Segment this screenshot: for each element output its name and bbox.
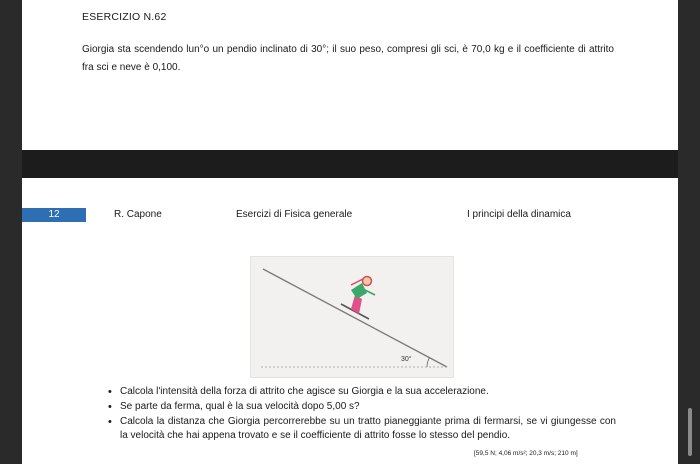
document-page-bottom (22, 178, 678, 464)
skier-illustration (251, 257, 453, 377)
skier-slope-figure (250, 256, 454, 378)
exercise-text: Giorgia sta scendendo lun°o un pendio inclinato di 30°; il suo peso, compresi gli sci, è 70,0 kg e il coefficiente di attrito fra sci e neve è 0,100. (82, 44, 614, 73)
angle-arc (427, 358, 430, 368)
angle-label: 30° (401, 356, 412, 363)
viewer-background-right (678, 0, 700, 464)
header-author: R. Capone (114, 209, 162, 220)
viewer-background-left (0, 0, 22, 464)
answers-line: [59,5 N; 4,06 m/s²; 20,3 m/s; 210 m] (474, 450, 578, 457)
header-chapter-topic: I principi della dinamica (467, 209, 571, 220)
document-page-top (22, 0, 678, 150)
question-item: • Calcola l'intensità della forza di attrito che agisce su Giorgia e la sua accelerazione. (108, 385, 616, 399)
skier-head (363, 277, 372, 286)
scrollbar-thumb[interactable] (688, 408, 692, 456)
page-number-badge: 12 (22, 208, 86, 222)
exercise-title: ESERCIZIO N.62 (82, 11, 167, 23)
question-item: • Se parte da ferma, qual è la sua velocità dopo 5,00 s? (108, 400, 616, 414)
header-book-title: Esercizi di Fisica generale (236, 209, 353, 220)
questions-list (108, 385, 616, 444)
question-item: • Calcola la distanza che Giorgia percorrerebbe su un tratto pianeggiante prima di fermarsi, se vi giungesse con la velocità che hai appena trovato e se il coefficiente di attrito fosse lo stesso del pendio. (108, 415, 616, 443)
